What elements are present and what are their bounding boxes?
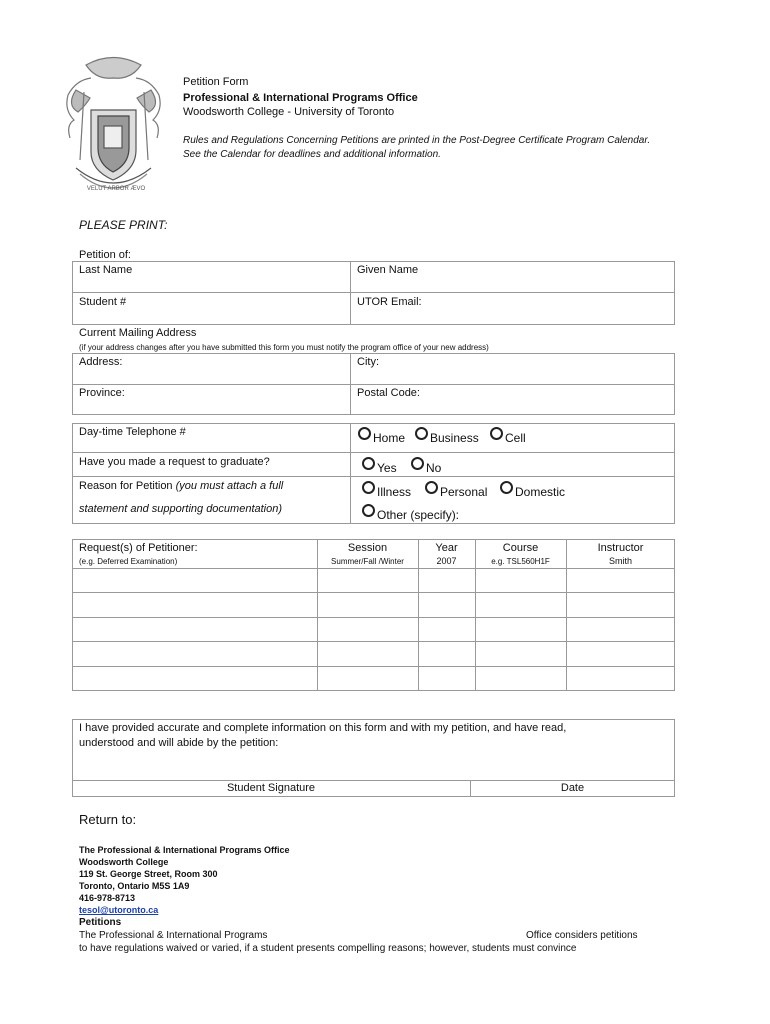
radio-business[interactable]: Business bbox=[415, 427, 479, 442]
university-crest-logo bbox=[56, 50, 171, 200]
petitions-text-1a: The Professional & International Programs bbox=[79, 930, 268, 941]
col-request-header: Request(s) of Petitioner: bbox=[79, 542, 198, 554]
petitions-text-2: to have regulations waived or varied, if a student presents compelling reasons; however, students must convince bbox=[79, 943, 577, 954]
student-signature-field[interactable]: Student Signature bbox=[226, 782, 316, 794]
given-name-field[interactable]: Given Name bbox=[357, 264, 419, 276]
declaration-line-1: I have provided accurate and complete information on this form and with my petition, and have read, bbox=[79, 722, 567, 734]
city-field[interactable]: City: bbox=[357, 356, 379, 368]
col-year-header: Year bbox=[435, 542, 458, 554]
radio-illness[interactable]: Illness bbox=[362, 481, 411, 496]
radio-domestic[interactable]: Domestic bbox=[500, 481, 565, 496]
return-city: Toronto, Ontario M5S 1A9 bbox=[79, 881, 190, 891]
reason-label-continued: statement and supporting documentation) bbox=[79, 503, 283, 515]
telephone-field[interactable]: Day-time Telephone # bbox=[79, 426, 186, 438]
graduate-question: Have you made a request to graduate? bbox=[79, 456, 270, 468]
return-email-link[interactable]: tesol@utoronto.ca bbox=[79, 905, 159, 915]
last-name-field[interactable]: Last Name bbox=[79, 264, 133, 276]
radio-other[interactable]: Other (specify): bbox=[362, 504, 459, 519]
form-title: Petition Form bbox=[183, 76, 249, 88]
col-request-sub: (e.g. Deferred Examination) bbox=[79, 557, 178, 566]
reason-label: Reason for Petition (you must attach a full bbox=[79, 480, 284, 492]
col-year-sub: 2007 bbox=[436, 556, 457, 566]
please-print-label: PLEASE PRINT: bbox=[79, 218, 168, 232]
province-field[interactable]: Province: bbox=[79, 387, 125, 399]
return-street: 119 St. George Street, Room 300 bbox=[79, 869, 218, 879]
declaration-line-2: understood and will abide by the petition: bbox=[79, 737, 279, 749]
rules-line-1: Rules and Regulations Concerning Petitions are printed in the Post-Degree Certificate Program Calendar. bbox=[183, 135, 651, 146]
utor-email-field[interactable]: UTOR Email: bbox=[357, 296, 422, 308]
col-course-header: Course bbox=[502, 542, 539, 554]
mailing-address-title: Current Mailing Address bbox=[79, 327, 197, 339]
petition-of-label: Petition of: bbox=[79, 249, 131, 261]
address-field[interactable]: Address: bbox=[79, 356, 123, 368]
radio-yes[interactable]: Yes bbox=[362, 457, 397, 472]
rules-line-2: See the Calendar for deadlines and additional information. bbox=[183, 149, 441, 160]
radio-cell[interactable]: Cell bbox=[490, 427, 526, 442]
col-instructor-sub: Smith bbox=[608, 556, 632, 566]
return-office: The Professional & International Programs Office bbox=[79, 845, 290, 855]
col-instructor-header: Instructor bbox=[597, 542, 644, 554]
radio-home[interactable]: Home bbox=[358, 427, 405, 442]
petitions-text-1b: Office considers petitions bbox=[526, 930, 638, 941]
col-session-header: Session bbox=[347, 542, 388, 554]
col-session-sub: Summer/Fall /Winter bbox=[331, 557, 404, 566]
return-to-title: Return to: bbox=[79, 812, 137, 827]
student-number-field[interactable]: Student # bbox=[79, 296, 127, 308]
date-field[interactable]: Date bbox=[560, 782, 585, 794]
return-phone: 416-978-8713 bbox=[79, 893, 136, 903]
radio-no[interactable]: No bbox=[411, 457, 441, 472]
mailing-address-note: (if your address changes after you have submitted this form you must notify the program office of your new address) bbox=[79, 343, 489, 352]
petitions-heading: Petitions bbox=[79, 917, 122, 928]
college-name: Woodsworth College - University of Toronto bbox=[183, 106, 395, 118]
office-name: Professional & International Programs Office bbox=[183, 92, 418, 104]
col-course-sub: e.g. TSL560H1F bbox=[491, 557, 550, 566]
radio-personal[interactable]: Personal bbox=[425, 481, 487, 496]
return-college: Woodsworth College bbox=[79, 857, 169, 867]
svg-text:VELUT ARBOR ÆVO: VELUT ARBOR ÆVO bbox=[86, 186, 146, 192]
postal-code-field[interactable]: Postal Code: bbox=[357, 387, 420, 399]
